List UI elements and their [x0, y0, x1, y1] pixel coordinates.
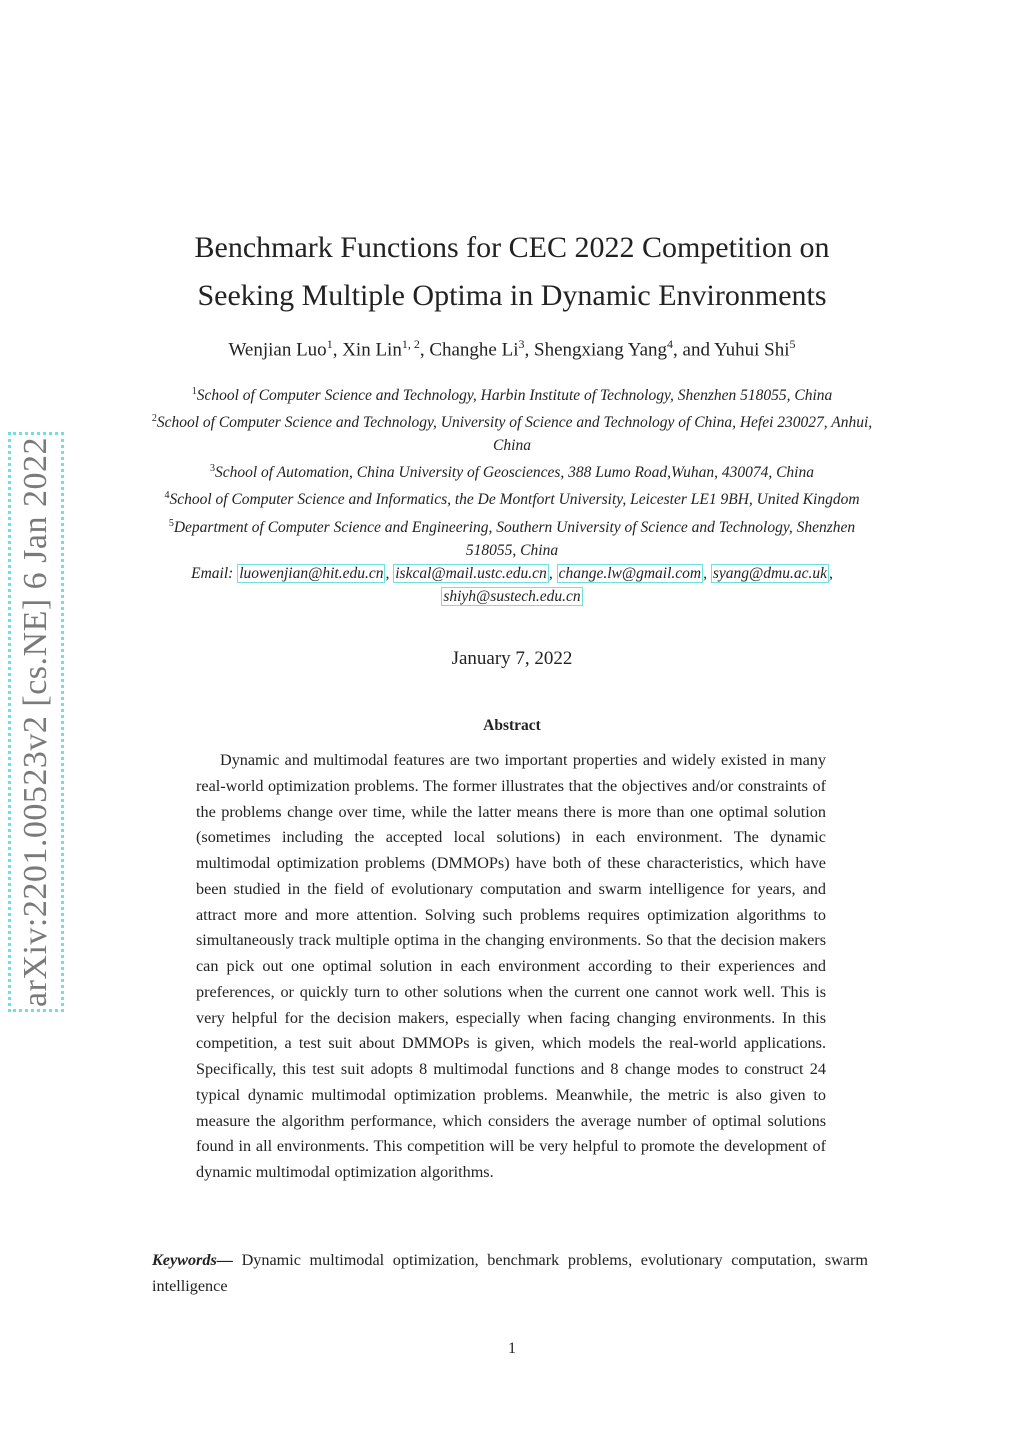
affiliations	[150, 380, 874, 608]
arxiv-identifier: arXiv:2201.00523v2 [cs.NE] 6 Jan 2022	[17, 437, 55, 1007]
page-number: 1	[508, 1340, 516, 1357]
author-list	[0, 337, 1024, 361]
paper-title	[0, 224, 1024, 320]
author-name: Wenjian Luo	[228, 339, 327, 361]
author-name: Xin Lin	[342, 339, 402, 361]
email-label: Email:	[191, 564, 238, 582]
affiliation-2: $^2$School of Computer Science and Technology, University of Science and Technology of China, Hefei 230027, Anhui, China	[151, 413, 873, 455]
affiliation-5: $^5$Department of Computer Science and Engineering, Southern University of Science and Technology, Shenzhen 518055, China	[168, 517, 856, 559]
email-link[interactable]: change.lw@gmail.com	[558, 564, 702, 582]
author-name: Yuhui Shi	[714, 339, 790, 361]
author-affil-mark: 1	[326, 337, 333, 351]
affiliation-4: $^4$School of Computer Science and Informatics, the De Montfort University, Leicester LE1 9BH, United Kingdom	[164, 490, 860, 509]
email-row: Email: luowenjian@hit.edu.cn , iskcal@mail.ustc.edu.cn , change.lw@gmail.com , syang@dmu.ac.uk , shiyh@sustech.edu.cn	[191, 564, 833, 605]
author-name: Changhe Li	[429, 339, 519, 361]
title-line-1: Benchmark Functions for CEC 2022 Competition on	[194, 231, 830, 264]
affiliation-3: $^3$School of Automation, China University of Geosciences, 388 Lumo Road,Wuhan, 430074, China	[209, 463, 814, 482]
keywords-label: Keywords—	[152, 1251, 233, 1269]
author-separator: ,	[524, 339, 535, 361]
abstract-body: Dynamic and multimodal features are two important properties and widely existed in many real-world optimization problems. The former illustrates that the objectives and/or constraints of the problems change over time, while the latter means there is more than one optimal solution (sometimes including the accepted local solutions) in each environment. The dynamic multimodal optimization problems (DMMOPs) have both of these characteristics, which have been studied in the field of evolutionary computation and swarm intelligence for years, and attract more and more attention. Solving such problems requires optimization algorithms to simultaneously track multiple optima in the changing environments. So that the decision makers can pick out one optimal solution in each environment according to their experiences and preferences, or quickly turn to other solutions when the current one cannot work well. This is very helpful for the decision makers, especially when facing changing environments. In this competition, a test suit about DMMOPs is given, which models the real-world applications. Specifically, this test suit adopts 8 multimodal functions and 8 change modes to construct 24 typical dynamic multimodal optimization problems. Meanwhile, the metric is also given to measure the algorithm performance, which considers the average number of optimal solutions found in all environments. This competition will be very helpful to promote the development of dynamic multimodal optimization algorithms.	[196, 751, 826, 1181]
author-separator: , and	[673, 339, 715, 361]
author-affil-mark: 3	[518, 337, 525, 351]
author-name: Shengxiang Yang	[534, 339, 668, 361]
title-line-2: Seeking Multiple Optima in Dynamic Environments	[197, 279, 827, 312]
email-link[interactable]: luowenjian@hit.edu.cn	[239, 564, 384, 582]
affiliation-1: $^1$School of Computer Science and Technology, Harbin Institute of Technology, Shenzhen 518055, China	[191, 386, 833, 405]
email-link[interactable]: shiyh@sustech.edu.cn	[443, 587, 581, 605]
author-separator: ,	[419, 339, 430, 361]
author-affil-mark: 4	[667, 337, 674, 351]
email-link[interactable]: iskcal@mail.ustc.edu.cn	[395, 564, 547, 582]
publication-date: January 7, 2022	[451, 648, 573, 669]
keywords-text: Dynamic multimodal optimization, benchmark problems, evolutionary computation, swarm intelligence	[152, 1251, 868, 1295]
keywords	[152, 1247, 868, 1299]
author-separator: ,	[332, 339, 343, 361]
email-link[interactable]: syang@dmu.ac.uk	[712, 564, 827, 582]
author-affil-mark: 1, 2	[401, 337, 420, 351]
author-affil-mark: 5	[789, 337, 796, 351]
abstract-heading: Abstract	[483, 717, 541, 734]
